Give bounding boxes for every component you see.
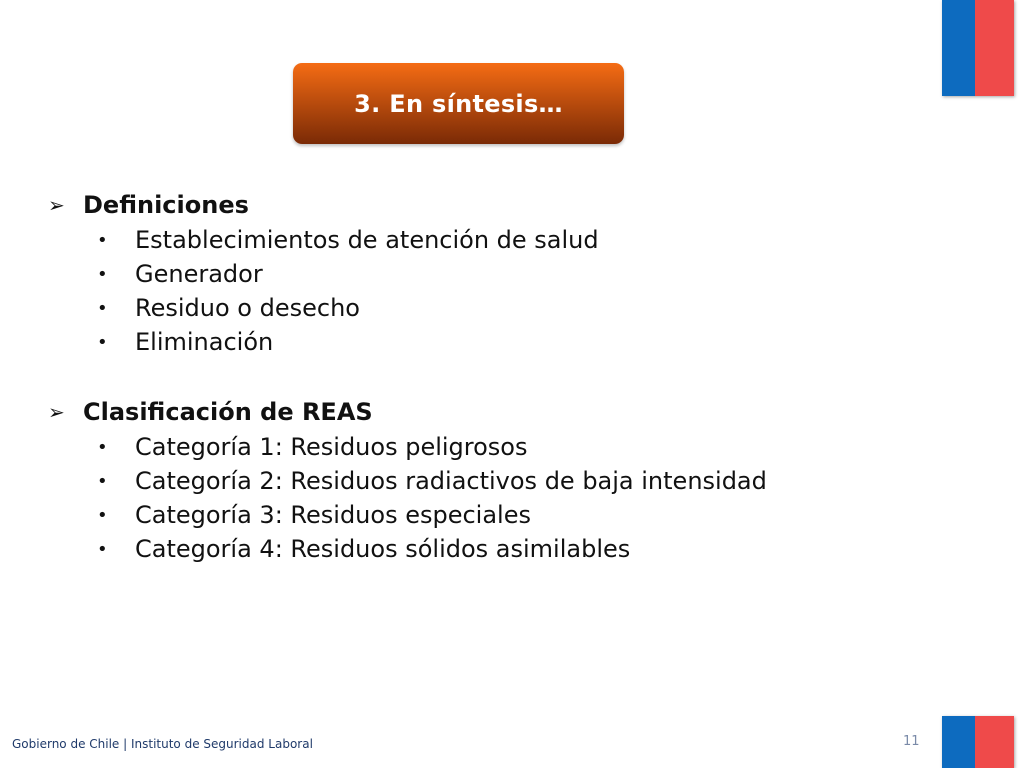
bullet-icon: •	[97, 297, 108, 319]
section-title: Clasificación de REAS	[83, 397, 373, 426]
list-item-text: Establecimientos de atención de salud	[135, 226, 599, 254]
chile-flag-logo-bottom	[942, 716, 1014, 768]
page-number: 11	[903, 734, 920, 749]
slide-title: 3. En síntesis…	[354, 89, 563, 118]
bullet-icon: •	[97, 538, 108, 560]
bullet-icon: •	[97, 263, 108, 285]
list-item	[44, 464, 944, 498]
list-item-text: Residuo o desecho	[135, 294, 360, 322]
list-item	[44, 532, 944, 566]
list-item	[44, 498, 944, 532]
list-item-text: Eliminación	[135, 328, 274, 356]
footer-text: Gobierno de Chile | Instituto de Seguridad Laboral	[12, 737, 313, 751]
list-item	[44, 257, 944, 291]
arrow-bullet-icon: ➢	[48, 192, 65, 217]
flag-red-stripe	[975, 716, 1014, 768]
chile-flag-logo-top	[942, 0, 1014, 96]
flag-red-stripe	[975, 0, 1014, 96]
list-item-text: Categoría 4: Residuos sólidos asimilables	[135, 535, 631, 563]
section-clasificacion	[44, 393, 944, 566]
bullet-icon: •	[97, 331, 108, 353]
section-definiciones	[44, 186, 944, 359]
flag-blue-stripe	[942, 716, 975, 768]
bullet-icon: •	[97, 470, 108, 492]
list-item	[44, 430, 944, 464]
list-item	[44, 223, 944, 257]
section-heading	[44, 186, 944, 223]
section-title: Definiciones	[83, 190, 249, 219]
section-heading	[44, 393, 944, 430]
list-item-text: Categoría 2: Residuos radiactivos de baja intensidad	[135, 467, 767, 495]
title-box	[293, 63, 624, 144]
bullet-icon: •	[97, 229, 108, 251]
slide-content	[44, 186, 944, 566]
flag-blue-stripe	[942, 0, 975, 96]
bullet-icon: •	[97, 436, 108, 458]
arrow-bullet-icon: ➢	[48, 399, 65, 424]
list-item	[44, 325, 944, 359]
list-item-text: Categoría 3: Residuos especiales	[135, 501, 531, 529]
list-item-text: Generador	[135, 260, 263, 288]
list-item-text: Categoría 1: Residuos peligrosos	[135, 433, 528, 461]
list-item	[44, 291, 944, 325]
bullet-icon: •	[97, 504, 108, 526]
